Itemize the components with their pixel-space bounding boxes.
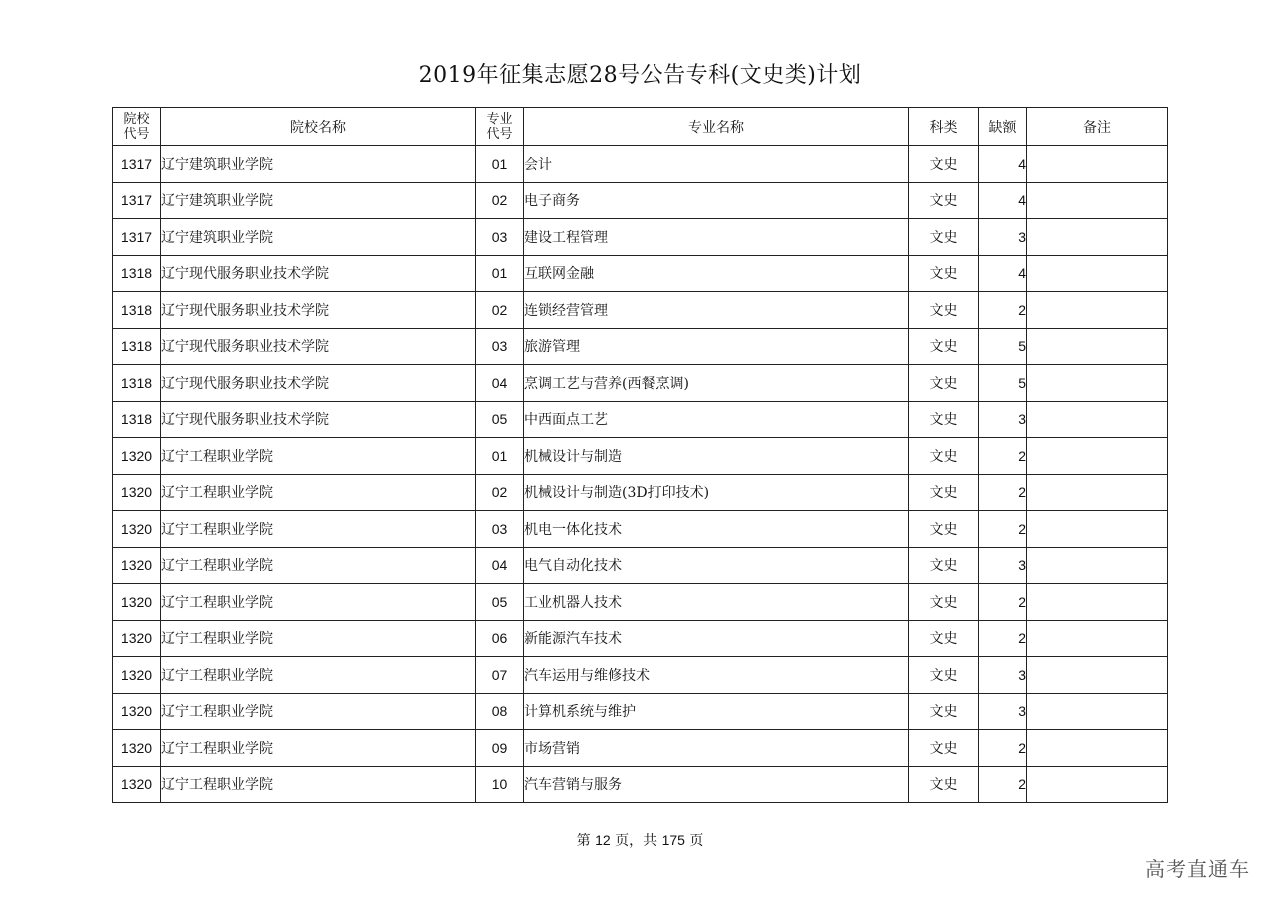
cell-major-code: 07 <box>476 657 524 694</box>
cell-school-code: 1320 <box>113 547 161 584</box>
cell-major-code: 05 <box>476 401 524 438</box>
cell-category: 文史 <box>909 620 979 657</box>
cell-major-name: 旅游管理 <box>524 328 909 365</box>
table-row <box>113 401 1168 438</box>
cell-school-name: 辽宁建筑职业学院 <box>161 182 476 219</box>
table-row <box>113 730 1168 767</box>
page-footer <box>0 830 1280 850</box>
table-row <box>113 182 1168 219</box>
cell-major-name: 会计 <box>524 146 909 183</box>
cell-school-code: 1320 <box>113 438 161 475</box>
cell-category: 文史 <box>909 438 979 475</box>
cell-school-name: 辽宁工程职业学院 <box>161 584 476 621</box>
cell-category: 文史 <box>909 401 979 438</box>
cell-category: 文史 <box>909 365 979 402</box>
cell-quota: 2 <box>979 730 1027 767</box>
cell-school-name: 辽宁工程职业学院 <box>161 438 476 475</box>
table-row <box>113 146 1168 183</box>
cell-school-name: 辽宁工程职业学院 <box>161 474 476 511</box>
table-row <box>113 693 1168 730</box>
cell-school-code: 1320 <box>113 657 161 694</box>
cell-school-name: 辽宁现代服务职业技术学院 <box>161 365 476 402</box>
cell-major-code: 03 <box>476 219 524 256</box>
table-row <box>113 438 1168 475</box>
footer-suffix: 页 <box>689 833 704 849</box>
cell-remark <box>1027 511 1168 548</box>
cell-school-code: 1320 <box>113 766 161 803</box>
table-row <box>113 766 1168 803</box>
plan-table <box>112 107 1168 803</box>
cell-category: 文史 <box>909 255 979 292</box>
cell-quota: 2 <box>979 292 1027 329</box>
cell-school-name: 辽宁现代服务职业技术学院 <box>161 401 476 438</box>
header-category: 科类 <box>909 108 979 146</box>
cell-school-name: 辽宁工程职业学院 <box>161 511 476 548</box>
cell-remark <box>1027 730 1168 767</box>
cell-major-code: 03 <box>476 328 524 365</box>
cell-major-code: 02 <box>476 292 524 329</box>
cell-major-name: 机械设计与制造(3D打印技术) <box>524 474 909 511</box>
cell-major-name: 计算机系统与维护 <box>524 693 909 730</box>
cell-major-name: 连锁经营管理 <box>524 292 909 329</box>
cell-major-code: 08 <box>476 693 524 730</box>
cell-quota: 4 <box>979 255 1027 292</box>
cell-quota: 5 <box>979 365 1027 402</box>
table-row <box>113 474 1168 511</box>
cell-major-code: 02 <box>476 474 524 511</box>
cell-quota: 3 <box>979 693 1027 730</box>
cell-category: 文史 <box>909 693 979 730</box>
cell-quota: 3 <box>979 219 1027 256</box>
footer-page-number: 12 <box>595 832 611 848</box>
cell-remark <box>1027 255 1168 292</box>
cell-major-name: 工业机器人技术 <box>524 584 909 621</box>
cell-major-name: 电气自动化技术 <box>524 547 909 584</box>
cell-major-name: 汽车运用与维修技术 <box>524 657 909 694</box>
cell-school-name: 辽宁工程职业学院 <box>161 693 476 730</box>
cell-school-code: 1317 <box>113 182 161 219</box>
table-row <box>113 584 1168 621</box>
cell-category: 文史 <box>909 730 979 767</box>
table-row <box>113 292 1168 329</box>
table-row <box>113 365 1168 402</box>
cell-quota: 2 <box>979 511 1027 548</box>
header-school-name: 院校名称 <box>161 108 476 146</box>
cell-school-name: 辽宁工程职业学院 <box>161 657 476 694</box>
cell-remark <box>1027 657 1168 694</box>
cell-category: 文史 <box>909 328 979 365</box>
cell-school-name: 辽宁工程职业学院 <box>161 547 476 584</box>
cell-school-name: 辽宁现代服务职业技术学院 <box>161 292 476 329</box>
cell-remark <box>1027 693 1168 730</box>
cell-school-code: 1317 <box>113 146 161 183</box>
cell-major-code: 09 <box>476 730 524 767</box>
cell-remark <box>1027 219 1168 256</box>
cell-school-code: 1320 <box>113 620 161 657</box>
cell-school-code: 1320 <box>113 693 161 730</box>
cell-school-code: 1320 <box>113 511 161 548</box>
cell-school-code: 1318 <box>113 401 161 438</box>
header-quota: 缺额 <box>979 108 1027 146</box>
cell-category: 文史 <box>909 474 979 511</box>
cell-remark <box>1027 401 1168 438</box>
cell-major-code: 05 <box>476 584 524 621</box>
cell-quota: 2 <box>979 766 1027 803</box>
cell-category: 文史 <box>909 657 979 694</box>
cell-major-name: 新能源汽车技术 <box>524 620 909 657</box>
cell-remark <box>1027 438 1168 475</box>
footer-prefix: 第 <box>576 833 591 849</box>
cell-major-code: 04 <box>476 547 524 584</box>
cell-category: 文史 <box>909 182 979 219</box>
cell-major-code: 02 <box>476 182 524 219</box>
cell-school-name: 辽宁现代服务职业技术学院 <box>161 255 476 292</box>
cell-major-name: 汽车营销与服务 <box>524 766 909 803</box>
cell-school-code: 1320 <box>113 474 161 511</box>
table-header-row <box>113 108 1168 146</box>
cell-remark <box>1027 620 1168 657</box>
header-remark: 备注 <box>1027 108 1168 146</box>
footer-mid: 页，共 <box>615 833 658 849</box>
cell-school-code: 1318 <box>113 292 161 329</box>
cell-major-name: 机械设计与制造 <box>524 438 909 475</box>
table-row <box>113 657 1168 694</box>
cell-major-name: 市场营销 <box>524 730 909 767</box>
cell-major-name: 互联网金融 <box>524 255 909 292</box>
cell-remark <box>1027 474 1168 511</box>
cell-school-name: 辽宁工程职业学院 <box>161 766 476 803</box>
cell-remark <box>1027 292 1168 329</box>
cell-school-name: 辽宁工程职业学院 <box>161 620 476 657</box>
header-major-code: 专业 代号 <box>476 108 524 146</box>
cell-school-code: 1318 <box>113 365 161 402</box>
cell-category: 文史 <box>909 584 979 621</box>
table-row <box>113 255 1168 292</box>
cell-major-code: 01 <box>476 438 524 475</box>
cell-quota: 2 <box>979 474 1027 511</box>
cell-remark <box>1027 328 1168 365</box>
cell-category: 文史 <box>909 766 979 803</box>
cell-school-code: 1320 <box>113 584 161 621</box>
cell-school-name: 辽宁建筑职业学院 <box>161 146 476 183</box>
cell-quota: 5 <box>979 328 1027 365</box>
cell-major-name: 中西面点工艺 <box>524 401 909 438</box>
cell-remark <box>1027 584 1168 621</box>
table-row <box>113 511 1168 548</box>
page-title: 2019年征集志愿28号公告专科(文史类)计划 <box>418 63 862 88</box>
cell-major-code: 01 <box>476 146 524 183</box>
cell-school-code: 1318 <box>113 255 161 292</box>
cell-category: 文史 <box>909 219 979 256</box>
cell-major-name: 建设工程管理 <box>524 219 909 256</box>
cell-quota: 2 <box>979 438 1027 475</box>
cell-school-name: 辽宁建筑职业学院 <box>161 219 476 256</box>
cell-category: 文史 <box>909 146 979 183</box>
cell-category: 文史 <box>909 292 979 329</box>
cell-school-code: 1318 <box>113 328 161 365</box>
cell-remark <box>1027 547 1168 584</box>
cell-category: 文史 <box>909 511 979 548</box>
cell-major-name: 烹调工艺与营养(西餐烹调) <box>524 365 909 402</box>
table-row <box>113 219 1168 256</box>
header-major-name: 专业名称 <box>524 108 909 146</box>
cell-category: 文史 <box>909 547 979 584</box>
cell-quota: 2 <box>979 584 1027 621</box>
cell-school-name: 辽宁工程职业学院 <box>161 730 476 767</box>
cell-quota: 3 <box>979 657 1027 694</box>
cell-major-code: 06 <box>476 620 524 657</box>
cell-major-code: 03 <box>476 511 524 548</box>
table-row <box>113 328 1168 365</box>
header-school-code: 院校 代号 <box>113 108 161 146</box>
cell-remark <box>1027 365 1168 402</box>
cell-school-name: 辽宁现代服务职业技术学院 <box>161 328 476 365</box>
cell-quota: 4 <box>979 146 1027 183</box>
cell-remark <box>1027 766 1168 803</box>
table-row <box>113 620 1168 657</box>
cell-quota: 2 <box>979 620 1027 657</box>
cell-quota: 3 <box>979 401 1027 438</box>
table-row <box>113 547 1168 584</box>
cell-remark <box>1027 182 1168 219</box>
cell-major-name: 电子商务 <box>524 182 909 219</box>
cell-school-code: 1320 <box>113 730 161 767</box>
cell-remark <box>1027 146 1168 183</box>
footer-total-pages: 175 <box>661 832 685 848</box>
cell-quota: 4 <box>979 182 1027 219</box>
watermark: 高考直通车 <box>1145 857 1250 881</box>
cell-major-name: 机电一体化技术 <box>524 511 909 548</box>
cell-school-code: 1317 <box>113 219 161 256</box>
cell-major-code: 04 <box>476 365 524 402</box>
cell-major-code: 10 <box>476 766 524 803</box>
cell-major-code: 01 <box>476 255 524 292</box>
cell-quota: 3 <box>979 547 1027 584</box>
